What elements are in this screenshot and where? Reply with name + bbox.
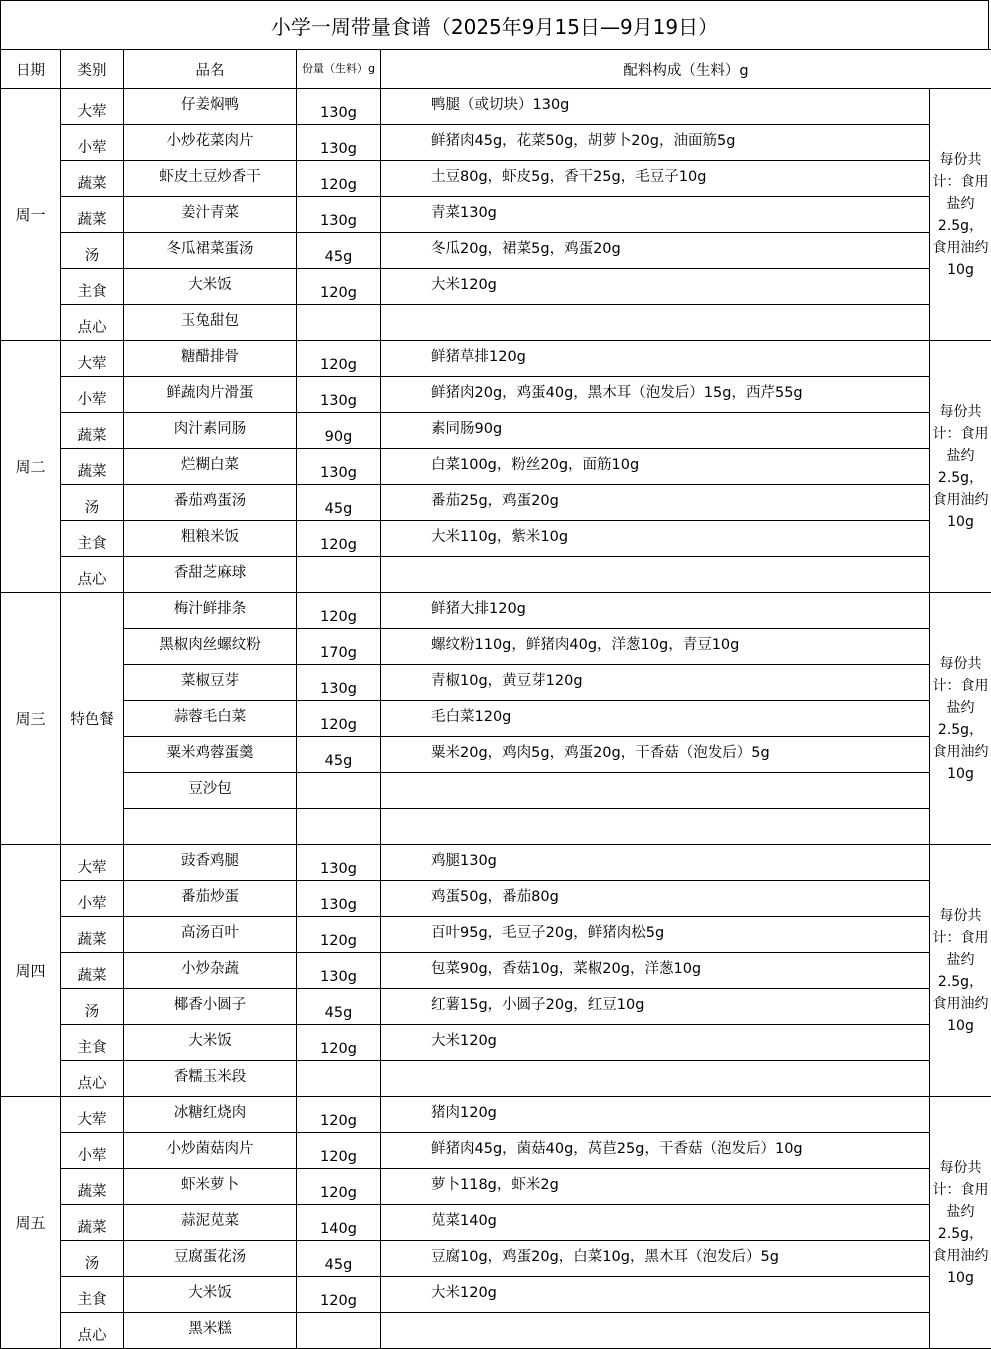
daily-total-note: 每份共计：食用盐约2.5g，食用油约10g [930, 341, 991, 593]
ingredients-text: 鲜猪肉45g，花菜50g，胡萝卜20g，油面筋5g [381, 125, 930, 161]
portion-value: 130g [297, 125, 381, 161]
portion-value: 130g [297, 89, 381, 125]
day-label: 周三 [1, 593, 61, 845]
ingredients-text [381, 773, 930, 809]
ingredients-text: 大米120g [381, 1277, 930, 1313]
ingredients-text: 青菜130g [381, 197, 930, 233]
table-row [1, 485, 991, 521]
dish-name: 梅汁鲜排条 [124, 593, 297, 629]
dish-name: 香甜芝麻球 [124, 557, 297, 593]
ingredients-text: 螺纹粉110g，鲜猪肉40g，洋葱10g，青豆10g [381, 629, 930, 665]
day-label: 周五 [1, 1097, 61, 1349]
table-row [1, 593, 991, 629]
table-row [1, 629, 991, 665]
table-row [1, 89, 991, 125]
table-row [1, 269, 991, 305]
dish-name: 冰糖红烧肉 [124, 1097, 297, 1133]
table-row [1, 125, 991, 161]
header-portion: 份量（生料）g [297, 50, 381, 89]
category-label: 小荤 [61, 881, 124, 917]
ingredients-text [381, 305, 930, 341]
table-row [1, 665, 991, 701]
dish-name: 香糯玉米段 [124, 1061, 297, 1097]
table-row [1, 377, 991, 413]
daily-total-note: 每份共计：食用盐约2.5g，食用油约10g [930, 1097, 991, 1349]
header-dish: 品名 [124, 50, 297, 89]
portion-value: 130g [297, 845, 381, 881]
ingredients-text: 青椒10g，黄豆芽120g [381, 665, 930, 701]
category-label: 点心 [61, 557, 124, 593]
portion-value: 130g [297, 953, 381, 989]
dish-name: 大米饭 [124, 269, 297, 305]
table-row [1, 701, 991, 737]
category-label: 蔬菜 [61, 917, 124, 953]
portion-value [297, 557, 381, 593]
portion-value: 130g [297, 197, 381, 233]
portion-value: 120g [297, 1277, 381, 1313]
category-label: 主食 [61, 1277, 124, 1313]
dish-name: 玉兔甜包 [124, 305, 297, 341]
table-row [1, 989, 991, 1025]
table-row [1, 845, 991, 881]
category-label: 小荤 [61, 1133, 124, 1169]
portion-value: 120g [297, 1169, 381, 1205]
category-label: 特色餐 [61, 593, 124, 845]
dish-name: 小炒花菜肉片 [124, 125, 297, 161]
dish-name: 蒜蓉毛白菜 [124, 701, 297, 737]
category-label: 大荤 [61, 1097, 124, 1133]
ingredients-text [381, 809, 930, 845]
dish-name: 肉汁素同肠 [124, 413, 297, 449]
dish-name: 粟米鸡蓉蛋羹 [124, 737, 297, 773]
category-label: 蔬菜 [61, 953, 124, 989]
table-row [1, 413, 991, 449]
portion-value: 130g [297, 881, 381, 917]
table-row [1, 1205, 991, 1241]
portion-value: 130g [297, 377, 381, 413]
category-label: 主食 [61, 1025, 124, 1061]
day-label: 周四 [1, 845, 61, 1097]
ingredients-text: 鸭腿（或切块）130g [381, 89, 930, 125]
category-label: 汤 [61, 1241, 124, 1277]
day-label: 周二 [1, 341, 61, 593]
dish-name: 鲜蔬肉片滑蛋 [124, 377, 297, 413]
portion-value: 90g [297, 413, 381, 449]
category-label: 蔬菜 [61, 161, 124, 197]
portion-value: 170g [297, 629, 381, 665]
portion-value: 45g [297, 233, 381, 269]
dish-name: 豉香鸡腿 [124, 845, 297, 881]
dish-name: 粗粮米饭 [124, 521, 297, 557]
table-row [1, 1061, 991, 1097]
ingredients-text: 百叶95g，毛豆子20g，鲜猪肉松5g [381, 917, 930, 953]
table-row [1, 917, 991, 953]
ingredients-text: 红薯15g，小圆子20g，红豆10g [381, 989, 930, 1025]
portion-value: 120g [297, 1025, 381, 1061]
category-label: 蔬菜 [61, 413, 124, 449]
dish-name: 烂糊白菜 [124, 449, 297, 485]
table-row [1, 1241, 991, 1277]
table-row [1, 233, 991, 269]
portion-value [297, 809, 381, 845]
table-row [1, 1313, 991, 1349]
dish-name: 高汤百叶 [124, 917, 297, 953]
menu-table [0, 49, 991, 1349]
category-label: 汤 [61, 485, 124, 521]
table-row [1, 449, 991, 485]
ingredients-text: 鲜猪大排120g [381, 593, 930, 629]
ingredients-text: 苋菜140g [381, 1205, 930, 1241]
category-label: 主食 [61, 269, 124, 305]
ingredients-text: 冬瓜20g，裙菜5g，鸡蛋20g [381, 233, 930, 269]
table-row [1, 953, 991, 989]
portion-value: 120g [297, 917, 381, 953]
table-row [1, 809, 991, 845]
portion-value: 120g [297, 341, 381, 377]
category-label: 蔬菜 [61, 197, 124, 233]
dish-name [124, 809, 297, 845]
table-row [1, 1025, 991, 1061]
table-row [1, 521, 991, 557]
category-label: 汤 [61, 989, 124, 1025]
ingredients-text [381, 1313, 930, 1349]
ingredients-text: 白菜100g，粉丝20g，面筋10g [381, 449, 930, 485]
ingredients-text: 毛白菜120g [381, 701, 930, 737]
category-label: 主食 [61, 521, 124, 557]
ingredients-text: 大米120g [381, 1025, 930, 1061]
dish-name: 虾皮土豆炒香干 [124, 161, 297, 197]
category-label: 大荤 [61, 845, 124, 881]
portion-value: 45g [297, 737, 381, 773]
ingredients-text: 番茄25g，鸡蛋20g [381, 485, 930, 521]
table-row [1, 773, 991, 809]
table-row [1, 557, 991, 593]
dish-name: 仔姜焖鸭 [124, 89, 297, 125]
portion-value: 45g [297, 1241, 381, 1277]
daily-total-note: 每份共计：食用盐约2.5g，食用油约10g [930, 845, 991, 1097]
portion-value: 140g [297, 1205, 381, 1241]
dish-name: 糖醋排骨 [124, 341, 297, 377]
portion-value [297, 1313, 381, 1349]
ingredients-text: 土豆80g，虾皮5g，香干25g，毛豆子10g [381, 161, 930, 197]
category-label: 汤 [61, 233, 124, 269]
header-row [1, 50, 991, 89]
dish-name: 虾米萝卜 [124, 1169, 297, 1205]
table-row [1, 1277, 991, 1313]
portion-value: 120g [297, 1133, 381, 1169]
category-label: 点心 [61, 305, 124, 341]
daily-total-note: 每份共计：食用盐约2.5g，食用油约10g [930, 593, 991, 845]
ingredients-text: 豆腐10g，鸡蛋20g，白菜10g，黑木耳（泡发后）5g [381, 1241, 930, 1277]
dish-name: 黑米糕 [124, 1313, 297, 1349]
table-row [1, 1169, 991, 1205]
dish-name: 豆沙包 [124, 773, 297, 809]
header-ingredients: 配料构成（生料）g [381, 50, 991, 89]
dish-name: 大米饭 [124, 1025, 297, 1061]
header-date: 日期 [1, 50, 61, 89]
dish-name: 小炒菌菇肉片 [124, 1133, 297, 1169]
dish-name: 姜汁青菜 [124, 197, 297, 233]
dish-name: 蒜泥苋菜 [124, 1205, 297, 1241]
category-label: 小荤 [61, 125, 124, 161]
table-row [1, 197, 991, 233]
dish-name: 豆腐蛋花汤 [124, 1241, 297, 1277]
portion-value: 130g [297, 665, 381, 701]
ingredients-text: 粟米20g，鸡肉5g，鸡蛋20g，干香菇（泡发后）5g [381, 737, 930, 773]
portion-value: 120g [297, 161, 381, 197]
ingredients-text: 鸡腿130g [381, 845, 930, 881]
day-label: 周一 [1, 89, 61, 341]
portion-value: 120g [297, 701, 381, 737]
portion-value: 120g [297, 1097, 381, 1133]
ingredients-text: 猪肉120g [381, 1097, 930, 1133]
category-label: 大荤 [61, 341, 124, 377]
dish-name: 冬瓜裙菜蛋汤 [124, 233, 297, 269]
portion-value: 45g [297, 485, 381, 521]
category-label: 蔬菜 [61, 1205, 124, 1241]
category-label: 点心 [61, 1313, 124, 1349]
ingredients-text [381, 557, 930, 593]
portion-value: 120g [297, 269, 381, 305]
daily-total-note: 每份共计：食用盐约2.5g，食用油约10g [930, 89, 991, 341]
ingredients-text: 鲜猪肉20g，鸡蛋40g，黑木耳（泡发后）15g，西芹55g [381, 377, 930, 413]
portion-value [297, 1061, 381, 1097]
portion-value: 45g [297, 989, 381, 1025]
dish-name: 小炒杂蔬 [124, 953, 297, 989]
header-category: 类别 [61, 50, 124, 89]
table-row [1, 1097, 991, 1133]
dish-name: 大米饭 [124, 1277, 297, 1313]
ingredients-text: 萝卜118g，虾米2g [381, 1169, 930, 1205]
dish-name: 菜椒豆芽 [124, 665, 297, 701]
ingredients-text: 大米110g，紫米10g [381, 521, 930, 557]
page-title: 小学一周带量食谱（2025年9月15日—9月19日） [0, 0, 989, 49]
category-label: 小荤 [61, 377, 124, 413]
ingredients-text: 素同肠90g [381, 413, 930, 449]
ingredients-text: 包菜90g，香菇10g，菜椒20g，洋葱10g [381, 953, 930, 989]
table-row [1, 161, 991, 197]
ingredients-text [381, 1061, 930, 1097]
portion-value: 120g [297, 593, 381, 629]
ingredients-text: 鲜猪草排120g [381, 341, 930, 377]
portion-value: 130g [297, 449, 381, 485]
table-row [1, 341, 991, 377]
dish-name: 黑椒肉丝螺纹粉 [124, 629, 297, 665]
portion-value [297, 305, 381, 341]
dish-name: 番茄炒蛋 [124, 881, 297, 917]
table-row [1, 1133, 991, 1169]
dish-name: 番茄鸡蛋汤 [124, 485, 297, 521]
dish-name: 椰香小圆子 [124, 989, 297, 1025]
category-label: 点心 [61, 1061, 124, 1097]
ingredients-text: 鸡蛋50g，番茄80g [381, 881, 930, 917]
portion-value: 120g [297, 521, 381, 557]
table-row [1, 737, 991, 773]
category-label: 大荤 [61, 89, 124, 125]
category-label: 蔬菜 [61, 449, 124, 485]
category-label: 蔬菜 [61, 1169, 124, 1205]
table-row [1, 881, 991, 917]
ingredients-text: 鲜猪肉45g，菌菇40g，莴苣25g，干香菇（泡发后）10g [381, 1133, 930, 1169]
portion-value [297, 773, 381, 809]
ingredients-text: 大米120g [381, 269, 930, 305]
table-row [1, 305, 991, 341]
